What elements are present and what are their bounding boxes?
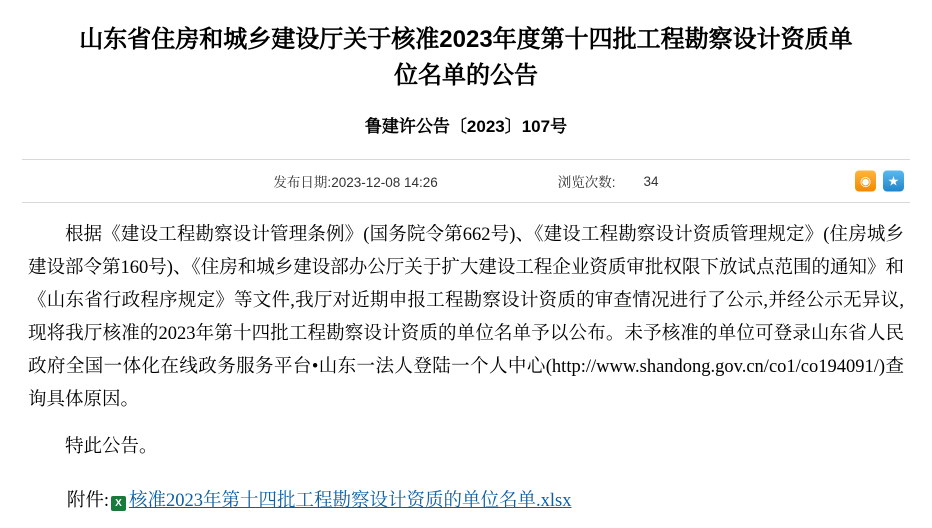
document-number: 鲁建许公告〔2023〕107号	[364, 117, 568, 136]
excel-file-icon	[111, 496, 126, 511]
paragraph-main: 根据《建设工程勘察设计管理条例》(国务院令第662号)、《建设工程勘察设计资质管理规定》(住房城乡建设部令第160号)、《住房和城乡建设部办公厅关于扩大建设工程企业资质审批权限下放试点范围的通知》和《山东省行政程序规定》等文件,我厅对近期申报工程勘察设计资质的审查情况进行了公示,并经公示无异议,现将我厅核准的2023年第十四批工程勘察设计资质的单位名单予以公布。未予核准的单位可登录山东省人民政府全国一体化在线政务服务平台•山东一法人登陆一个人中心(http://www.shandong.gov.cn/co1/co194091/)查询具体原因。	[28, 225, 904, 410]
document-body	[22, 203, 910, 464]
attachment-row	[22, 464, 910, 516]
attachment-label: 附件:	[66, 491, 109, 511]
star-icon[interactable]: ★	[883, 171, 904, 192]
views-label: 浏览次数:	[557, 175, 616, 190]
publish-date	[273, 171, 437, 191]
page-title: 山东省住房和城乡建设厅关于核准2023年度第十四批工程勘察设计资质单位名单的公告	[79, 26, 853, 89]
eye-icon[interactable]: ◉	[855, 171, 876, 192]
attachment-link[interactable]: 核准2023年第十四批工程勘察设计资质的单位名单.xlsx	[128, 491, 572, 511]
publish-date-value: 2023-12-08 14:26	[331, 175, 438, 190]
publish-date-label: 发布日期:	[273, 175, 332, 190]
meta-icons	[855, 171, 904, 192]
paragraph-closing: 特此公告。	[65, 437, 158, 457]
views-count: 34	[643, 173, 659, 189]
meta-bar	[22, 160, 910, 202]
